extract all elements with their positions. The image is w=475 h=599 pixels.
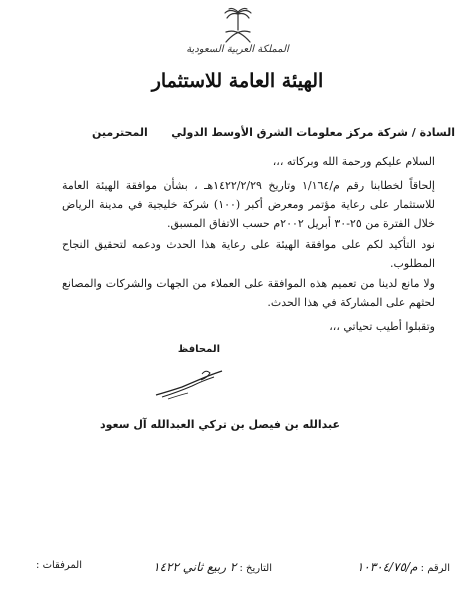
attachments-label: المرفقات : <box>36 560 82 571</box>
attachments <box>22 560 82 571</box>
authority-name: الهيئة العامة للاستثمار <box>151 70 324 92</box>
date-value: ٢ ربيع ثاني ١٤٢٢ <box>153 560 237 574</box>
paragraph-circulation: ولا مانع لدينا من تعميم هذه الموافقة على العملاء من الجهات والشركات والمصانع لحثهم على المشاركة في هذا الحدث. <box>62 277 435 309</box>
number-label: الرقم : <box>420 563 450 574</box>
date-label: التاريخ : <box>239 563 272 574</box>
handwritten-signature-icon <box>152 368 224 402</box>
kingdom-name: المملكة العربية السعودية <box>186 44 289 55</box>
greeting: السلام عليكم ورحمة الله وبركاته ،،، <box>272 155 435 168</box>
number-value: م/١٠٣٠٤/٧٥ <box>356 560 418 574</box>
reference-number <box>290 560 450 574</box>
palm-swords-emblem-icon <box>222 6 254 46</box>
addressee-line: السادة / شركة مركز معلومات الشرق الأوسط الدولي <box>171 126 455 139</box>
paragraph-confirmation: نود التأكيد لكم على موافقة الهيئة على رعاية هذا الحدث ودعمه لتحقيق النجاح المطلوب. <box>62 238 435 270</box>
paragraph-reference: إلحاقاً لخطابنا رقم م/١/١٦٤ وتاريخ ١٤٢٢/٢/٢٩هـ ، بشأن موافقة الهيئة العامة للاستثمار على رعاية مؤتمر ومعرض أكبر (١٠٠) شركة خليجية في مدينة الرياض خلال الفترة من ٢٥-٣٠ أبريل ٢٠٠٢م حسب الاتفاق المسبق. <box>62 179 435 230</box>
signer-name: عبدالله بن فيصل بن تركي العبدالله آل سعود <box>99 418 341 431</box>
governor-title: المحافظ <box>177 344 220 355</box>
respected-salutation: المحترمين <box>92 126 148 139</box>
closing-line: وتقبلوا أطيب تحياتي ،،، <box>329 320 435 333</box>
letter-date <box>152 560 272 574</box>
